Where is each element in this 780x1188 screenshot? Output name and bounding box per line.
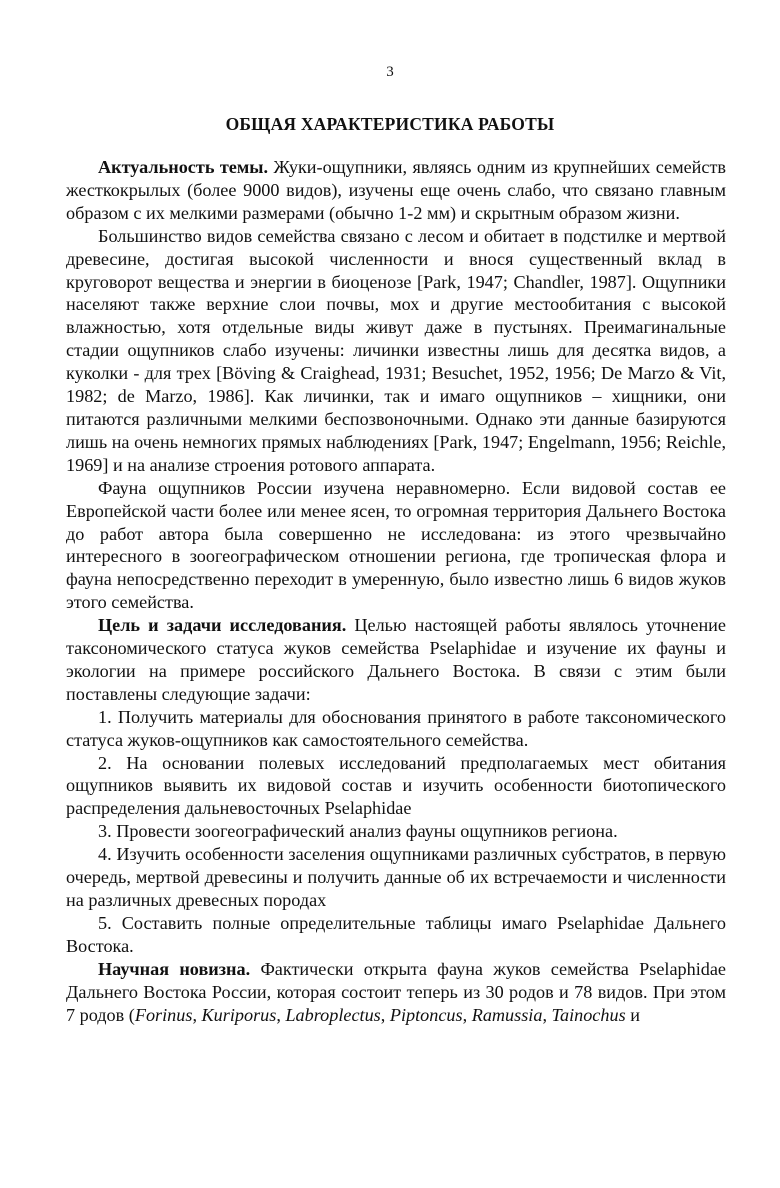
genus-name: Ramussia — [471, 1004, 543, 1025]
paragraph-actuality — [66, 156, 726, 225]
goal-text: Целью настоящей работы являлось уточнение таксономического статуса жуков семейства Pselaphidae и изучение их фауны и экологии на примере российского Дальнего Востока. В связи с этим были поставлены следующие задачи: — [66, 615, 726, 704]
actuality-text: Жуки-ощупники, являясь одним из крупнейших семейств жесткокрылых (более 9000 видов), изучены еще очень слабо, что связано главным образом с их мелкими размерами (обычно 1-2 мм) и скрытным образом жизни. — [66, 157, 727, 223]
separator: , — [542, 1004, 552, 1025]
genus-name: Kuriporus — [201, 1004, 277, 1025]
section-heading: ОБЩАЯ ХАРАКТЕРИСТИКА РАБОТЫ — [225, 114, 555, 134]
document-body — [66, 156, 726, 1026]
task-item-3: 3. Провести зоогеографический анализ фауны ощупников региона. — [98, 821, 618, 842]
paragraph-forest: Большинство видов семейства связано с лесом и обитает в подстилке и мертвой древесине, достигая высокой численности и внося существенный вклад в круговорот вещества и энергии в биоценозе [Park, 1947; Chandler, 1987]. Ощупники населяют также верхние слои почвы, мох и другие местообитания с высокой влажностью, хотя отдельные виды живут даже в пустынях. Преимагинальные стадии ощупников слабо изучены: личинки известны лишь для десятка видов, а куколки - для трех [Böving & Craighead, 1931; Besuchet, 1952, 1956; De Marzo & Vit, 1982; de Marzo, 1986]. Как личинки, так и имаго ощупников – хищники, они питаются различными мелкими беспозвоночными. Однако эти данные базируются лишь на очень немногих прямых наблюдениях [Park, 1947; Engelmann, 1956; Reichle, 1969] и на анализе строения ротового аппарата. — [66, 225, 726, 475]
task-item-2: 2. На основании полевых исследований предполагаемых мест обитания ощупников выявить их видовой состав и изучить особенности биотопического распределения дальневосточных Pselaphidae — [66, 752, 726, 819]
separator: , — [380, 1004, 390, 1025]
paragraph-novelty — [66, 958, 726, 1027]
separator: , — [276, 1004, 286, 1025]
genus-name: Forinus — [134, 1004, 193, 1025]
task-item-5: 5. Составить полные определительные таблицы имаго Pselaphidae Дальнего Востока. — [66, 912, 726, 956]
separator: , — [192, 1004, 202, 1025]
paragraph-fauna: Фауна ощупников России изучена неравномерно. Если видовой состав ее Европейской части более или менее ясен, то огромная территория Дальнего Востока до работ автора была совершенно не исследована: из этого чрезвычайно интересного в зоогеографическом отношении региона, где тропическая флора и фауна непосредственно переходит в умеренную, было известно лишь 6 видов жуков этого семейства. — [66, 477, 726, 613]
task-item-1: 1. Получить материалы для обоснования принятого в работе таксономического статуса жуков-ощупников как самостоятельного семейства. — [66, 706, 726, 750]
actuality-label: Актуальность темы. — [98, 157, 269, 177]
task-item-4: 4. Изучить особенности заселения ощупниками различных субстратов, в первую очередь, мертвой древесины и получить данные об их встречаемости и численности на различных древесных породах — [66, 844, 726, 910]
separator: , — [462, 1004, 472, 1025]
genus-name: Piptoncus — [389, 1004, 463, 1025]
novelty-label: Научная новизна. — [98, 958, 251, 979]
paragraph-goal — [66, 614, 726, 706]
separator: и — [625, 1004, 640, 1025]
page-number: 3 — [386, 64, 394, 80]
novelty-text: Фактически открыта фауна жуков семейства Pselaphidae Дальнего Востока России, которая состоит теперь из 30 родов и 78 видов. При этом 7 родов ( — [66, 958, 726, 1025]
goal-label: Цель и задачи исследования. — [98, 615, 347, 636]
genus-name: Labroplectus — [285, 1004, 381, 1025]
genus-name: Tainochus — [551, 1004, 626, 1025]
